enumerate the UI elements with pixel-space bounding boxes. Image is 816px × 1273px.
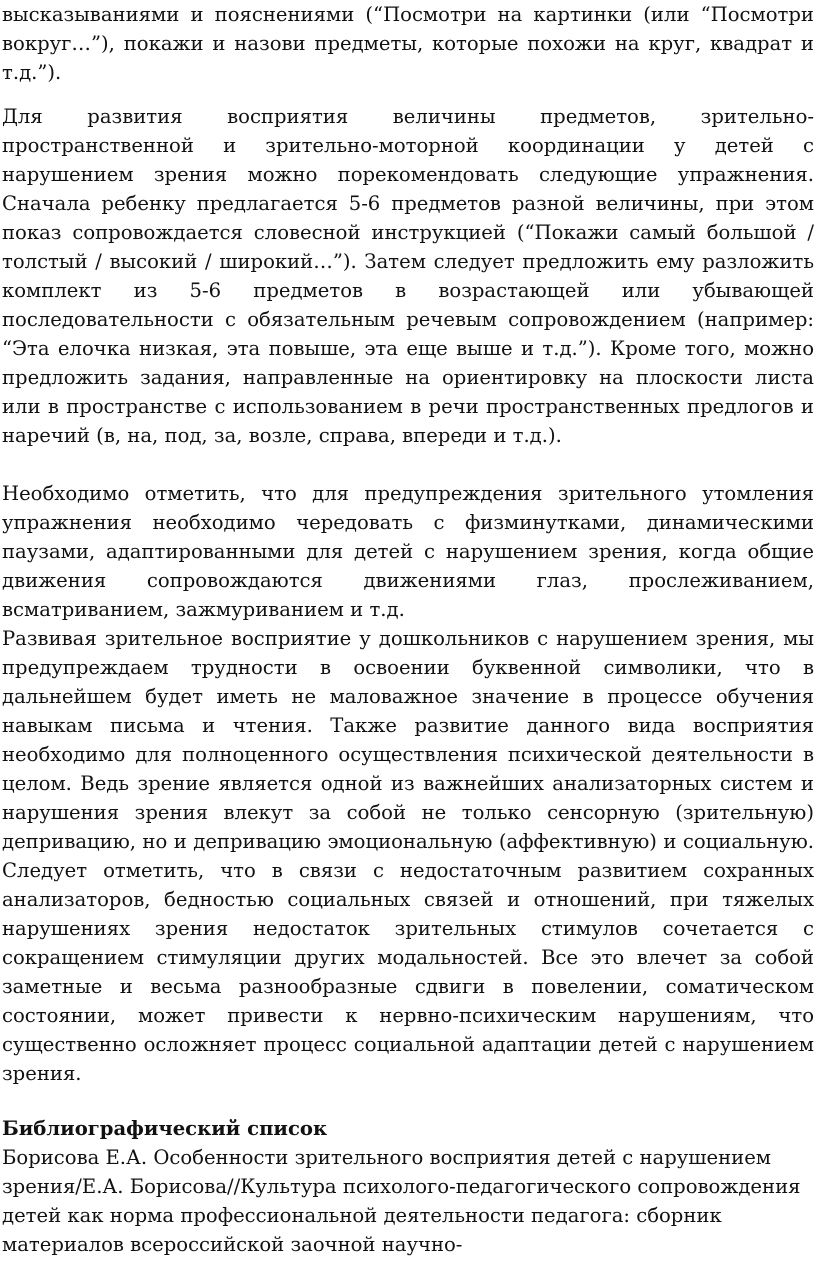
paragraph-continuation: высказываниями и пояснениями (“Посмотри на картинки (или “Посмотри вокруг…”), покажи и назови предметы, которые похожи на круг, квадрат и т.д.”). [2,3,814,84]
bibliography-entry: Борисова Е.А. Особенности зрительного восприятия детей с нарушением зрения/Е.А. Борисова//Культура психолого-педагогического сопровождения детей как норма профессиональной деятельности педагога: сборник материалов всероссийской заочной научно- [2,1146,801,1256]
bibliography-heading: Библиографический список [2,1117,328,1140]
paragraph-exercises: Для развития восприятия величины предметов, зрительно-пространственной и зрительно-моторной координации у детей с нарушением зрения можно порекомендовать следующие упражнения. Сначала ребенку предлагается 5-6 предметов разной величины, при этом показ сопровождается словесной инструкцией (“Покажи самый большой / толстый / высокий / широкий…”). Затем следует предложить ему разложить комплект из 5-6 предметов в возрастающей или убывающей последовательности с обязательным речевым сопровождением (например: “Эта елочка низкая, эта повыше, эта еще выше и т.д.”). Кроме того, можно предложить задания, направленные на ориентировку на плоскости листа или в пространстве с использованием в речи пространственных предлогов и наречий (в, на, под, за, возле, справа, впереди и т.д.). [2,105,814,447]
paragraph-fatigue: Необходимо отметить, что для предупреждения зрительного утомления упражнения необходимо чередовать с физминутками, динамическими паузами, адаптированными для детей с нарушением зрения, когда общие движения сопровождаются движениями глаз, прослеживанием, всматриванием, зажмуриванием и т.д. [2,482,814,621]
paragraph-conclusion: Развивая зрительное восприятие у дошкольников с нарушением зрения, мы предупреждаем трудности в освоении буквенной символики, что в дальнейшем будет иметь не маловажное значение в процессе обучения навыкам письма и чтения. Также развитие данного вида восприятия необходимо для полноценного осуществления психической деятельности в целом. Ведь зрение является одной из важнейших анализаторных систем и нарушения зрения влекут за собой не только сенсорную (зрительную) депривацию, но и депривацию эмоциональную (аффективную) и социальную. Следует отметить, что в связи с недостаточным развитием сохранных анализаторов, бедностью социальных связей и отношений, при тяжелых нарушениях зрения недостаток зрительных стимулов сочетается с сокращением стимуляции других модальностей. Все это влечет за собой заметные и весьма разнообразные сдвиги в повелении, соматическом состоянии, может привести к нервно-психическим нарушениям, что существенно осложняет процесс социальной адаптации детей с нарушением зрения. [2,627,814,1085]
